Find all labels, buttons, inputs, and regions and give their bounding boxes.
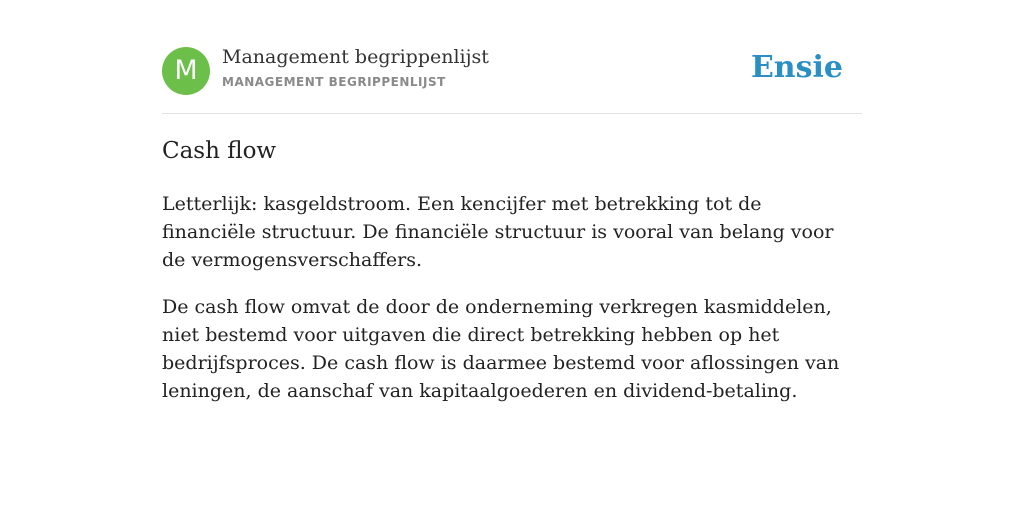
source-subtitle[interactable]: MANAGEMENT BEGRIPPENLIJST — [222, 75, 446, 89]
source-title[interactable]: Management begrippenlijst — [222, 46, 489, 68]
definition-paragraph: Letterlijk: kasgeldstroom. Een kencijfer met betrekking tot de financiële structuur. De financiële structuur is vooral van belang voor de vermogensverschaffers. — [162, 193, 834, 271]
page-title: Cash flow — [162, 138, 277, 164]
definition-body — [162, 190, 852, 424]
avatar[interactable]: M — [162, 47, 210, 95]
brand-logo[interactable]: Ensie — [750, 50, 843, 85]
divider — [162, 113, 862, 114]
definition-paragraph: De cash flow omvat de door de onderneming verkregen kasmiddelen, niet bestemd voor uitgaven die direct betrekking hebben op het bedrijfsproces. De cash flow is daarmee bestemd voor aflossingen van leningen, de aanschaf van kapitaalgoederen en dividend-betaling. — [162, 296, 840, 402]
source-header — [162, 46, 862, 96]
